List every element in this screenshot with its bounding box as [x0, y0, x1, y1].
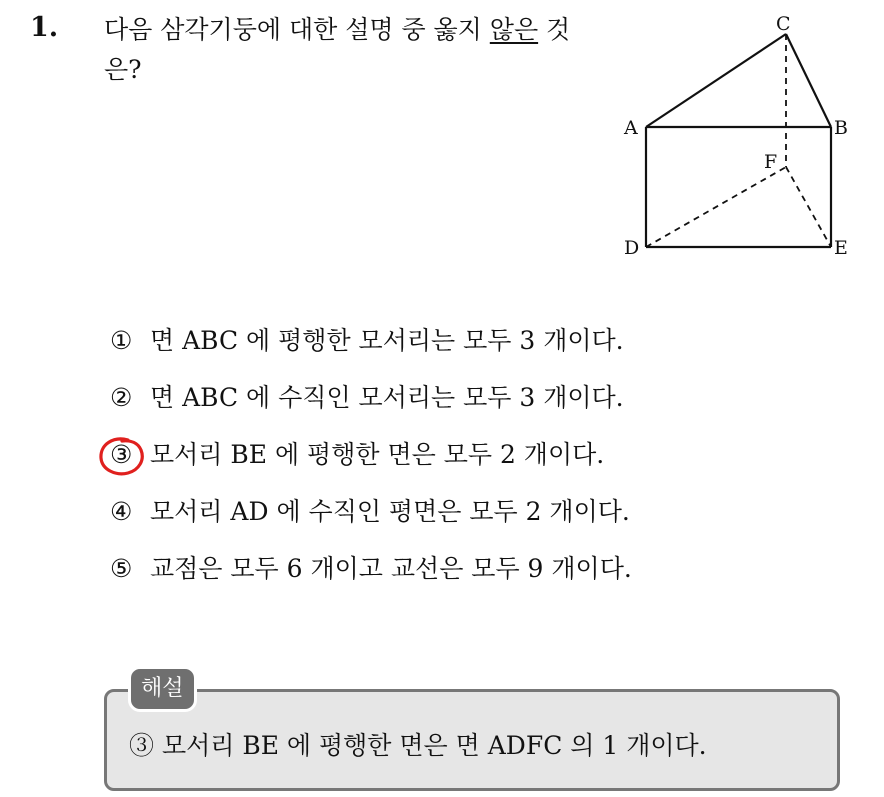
choice-2-text: 면 ABC 에 수직인 모서리는 모두 3 개이다. [150, 383, 624, 412]
explanation-tab-label: 해설 [128, 666, 197, 712]
question-text-underlined: 않은 [489, 15, 539, 44]
choice-3-mark: ③ [110, 440, 133, 469]
explanation-text: ③ 모서리 BE 에 평행한 면은 면 ADFC 의 1 개이다. [129, 731, 707, 760]
vertex-label-D: D [624, 237, 640, 259]
question-stem [104, 10, 604, 90]
choice-5[interactable] [110, 548, 632, 605]
choice-1-text: 면 ABC 에 평행한 모서리는 모두 3 개이다. [150, 326, 624, 355]
vertex-label-B: B [834, 117, 848, 139]
choice-1[interactable] [110, 320, 632, 377]
choice-4[interactable] [110, 491, 632, 548]
triangular-prism-figure [600, 10, 870, 270]
vertex-label-F: F [764, 151, 778, 173]
choice-4-text: 모서리 AD 에 수직인 평면은 모두 2 개이다. [150, 497, 630, 526]
choice-2[interactable] [110, 377, 632, 434]
choice-5-text: 교점은 모두 6 개이고 교선은 모두 9 개이다. [150, 554, 632, 583]
answer-choices [110, 320, 632, 605]
choice-1-mark: ① [110, 326, 133, 355]
edge-DF-hidden [646, 167, 786, 247]
edge-FE-hidden [786, 167, 831, 247]
edge-CB [786, 34, 831, 127]
vertex-label-E: E [834, 237, 848, 259]
edge-AC [646, 34, 786, 127]
choice-4-mark: ④ [110, 497, 133, 526]
question-number: 1. [30, 12, 59, 43]
choice-5-mark: ⑤ [110, 554, 133, 583]
choice-3-text: 모서리 BE 에 평행한 면은 모두 2 개이다. [150, 440, 605, 469]
explanation-box [104, 689, 840, 791]
question-text-after: 것은? [104, 15, 571, 84]
choice-3[interactable] [110, 434, 632, 491]
vertex-label-C: C [776, 13, 791, 35]
vertex-label-A: A [624, 117, 638, 139]
choice-2-mark: ② [110, 383, 133, 412]
question-text-before: 다음 삼각기둥에 대한 설명 중 옳지 [104, 15, 490, 44]
